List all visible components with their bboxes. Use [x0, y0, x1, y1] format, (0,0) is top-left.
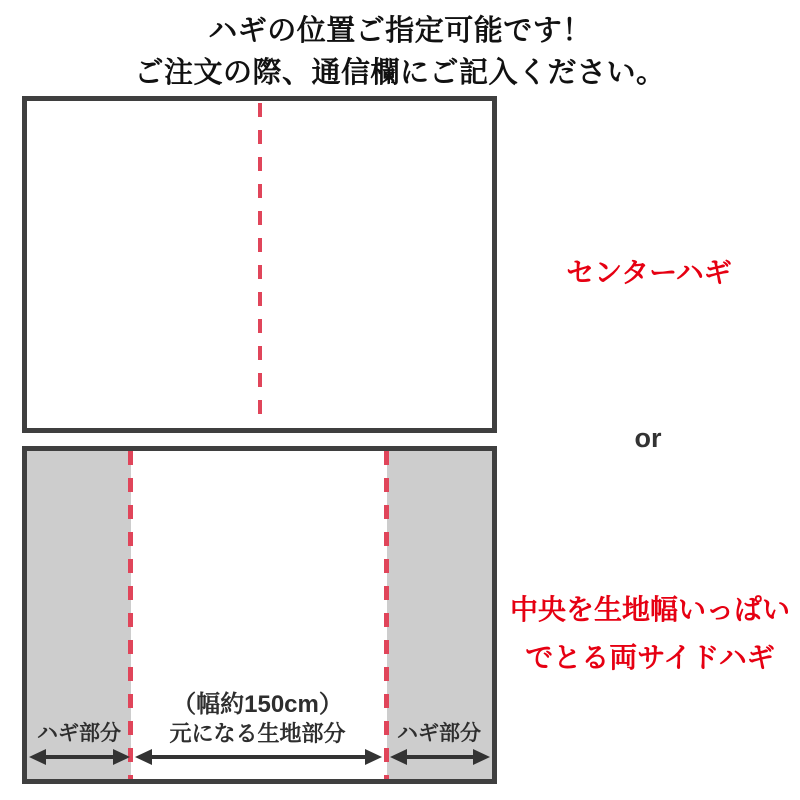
left-width-arrow — [29, 749, 130, 765]
arrowhead-right-icon — [473, 749, 490, 765]
right-hagi-label: ハギ部分 — [397, 722, 481, 745]
arrowhead-right-icon — [365, 749, 382, 765]
both-sides-seam-label-line1: 中央を生地幅いっぱい — [509, 594, 790, 625]
arrowhead-right-icon — [113, 749, 130, 765]
arrow-shaft — [399, 755, 481, 759]
left-hagi-label: ハギ部分 — [37, 722, 121, 745]
center-seam-dashed-line — [258, 103, 262, 426]
center-width-arrow — [135, 749, 382, 765]
arrow-shaft — [144, 755, 373, 759]
both-sides-seam-label-line2: でとる両サイドハギ — [525, 642, 775, 673]
center-fabric-label: 元になる生地部分 — [169, 721, 346, 746]
header-title: ハギの位置ご指定可能です！ — [208, 15, 592, 47]
center-seam-diagram — [22, 96, 497, 433]
center-seam-label: センターハギ — [566, 257, 732, 288]
or-separator: or — [634, 423, 662, 453]
both-sides-seam-diagram — [22, 446, 497, 784]
right-width-arrow — [390, 749, 490, 765]
center-width-label: （幅約150cm） — [172, 691, 343, 718]
header-subtitle: ご注文の際、通信欄にご記入ください。 — [134, 57, 666, 89]
arrow-shaft — [38, 755, 121, 759]
